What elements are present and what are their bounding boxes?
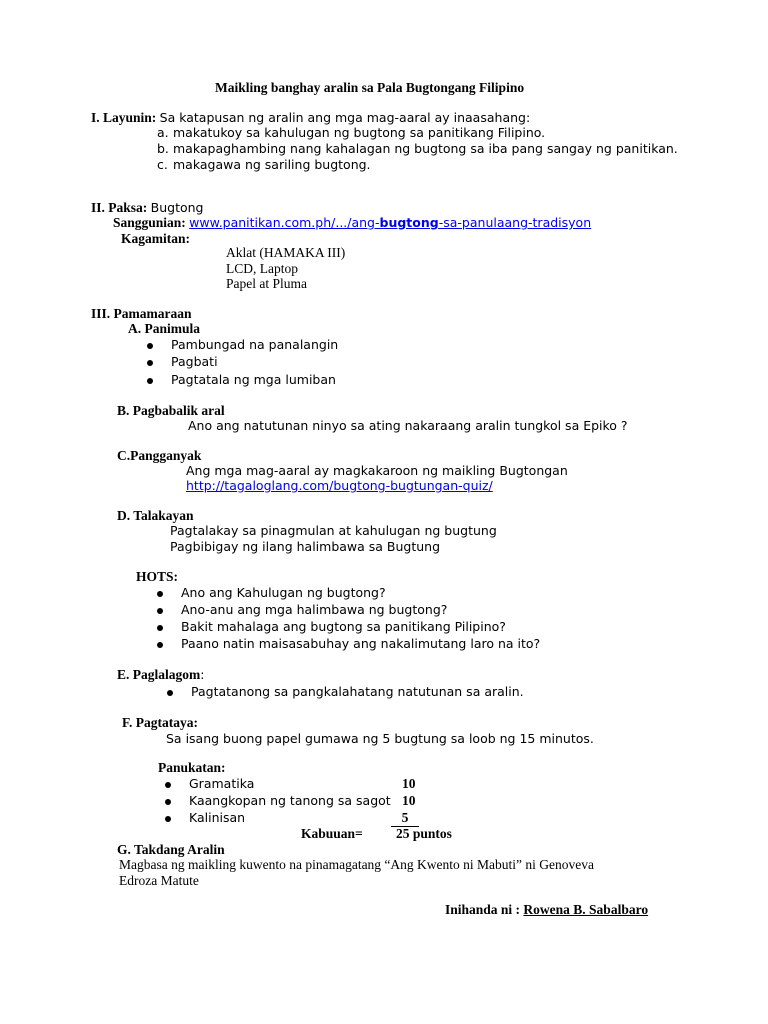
paksa-heading: II. Paksa:: [91, 200, 148, 215]
talakayan-heading: D. Talakayan: [117, 508, 194, 523]
panukatan-item: Gramatika: [189, 776, 255, 791]
pagbabalik-text: Ano ang natutunan ninyo sa ating nakaraang aralin tungkol sa Epiko ?: [188, 418, 628, 433]
panukatan-item: Kaangkopan ng tanong sa sagot: [189, 793, 391, 808]
paglalagom-heading: E. Paglalagom: [117, 667, 201, 682]
list-item: Pagtatala ng mga lumiban: [171, 372, 336, 387]
pagtataya-heading: F. Pagtataya:: [122, 715, 198, 730]
panukatan-points: 10: [402, 793, 416, 808]
takdang-heading: G. Takdang Aralin: [117, 842, 225, 857]
layunin-intro: Sa katapusan ng aralin ang mga mag-aaral ay inaasahang:: [159, 110, 531, 125]
layunin-item: a. makatukoy sa kahulugan ng bugtong sa panitikang Filipino.: [157, 125, 546, 140]
takdang-line: Magbasa ng maikling kuwento na pinamagatang “Ang Kwento ni Mabuti” ni Genoveva: [119, 857, 595, 872]
kabuuan-label: Kabuuan=: [301, 826, 363, 841]
pangganyak-text: Ang mga mag-aaral ay magkakaroon ng maikling Bugtongan: [186, 463, 568, 478]
panukatan-points: 10: [402, 776, 416, 791]
layunin-item: b. makapaghambing nang kahalagan ng bugtong sa iba pang sangay ng panitikan.: [157, 141, 678, 156]
panukatan-item: Kalinisan: [189, 810, 246, 825]
list-item: Ano-anu ang mga halimbawa ng bugtong?: [181, 602, 448, 617]
kabuuan-value: 25 puntos: [396, 826, 452, 841]
pangganyak-link[interactable]: http://tagaloglang.com/bugtong-bugtungan-quiz/: [186, 478, 493, 493]
paksa-line: [91, 200, 203, 216]
list-item: Bakit mahalaga ang bugtong sa panitikang Pilipino?: [181, 619, 506, 634]
list-item: Pagtatanong sa pangkalahatang natutunan sa aralin.: [191, 684, 524, 699]
hots-heading: HOTS:: [136, 569, 179, 584]
list-item: Paano natin maisasabuhay ang nakalimutang laro na ito?: [181, 636, 541, 651]
inihanda-label: Inihanda ni :: [445, 902, 521, 917]
sanggunian-link[interactable]: www.panitikan.com.ph/.../ang-bugtong-sa-panulaang-tradisyon: [189, 215, 592, 230]
layunin-line: [91, 110, 530, 126]
document-title: Maikling banghay aralin sa Pala Bugtongang Filipino: [215, 80, 525, 95]
sanggunian-label: Sanggunian:: [113, 215, 186, 230]
pangganyak-heading: C.Pangganyak: [117, 448, 202, 463]
pagbabalik-heading: B. Pagbabalik aral: [117, 403, 225, 418]
list-item: Pambungad na panalangin: [171, 337, 339, 352]
panukatan-points: 5: [391, 810, 419, 827]
panukatan-heading: Panukatan:: [158, 760, 226, 775]
talakayan-line: Pagtalakay sa pinagmulan at kahulugan ng bugtung: [170, 523, 497, 538]
inihanda-line: [445, 902, 648, 918]
paglalagom-line: E. Paglalagom:: [117, 667, 205, 682]
kagamitan-label: Kagamitan:: [121, 231, 190, 246]
kagamitan-item: Aklat (HAMAKA III): [226, 245, 346, 260]
panimula-heading: A. Panimula: [128, 321, 201, 336]
inihanda-name: Rowena B. Sabalbaro: [523, 902, 649, 917]
layunin-item: c. makagawa ng sariling bugtong.: [157, 157, 371, 172]
kagamitan-item: Papel at Pluma: [226, 276, 307, 291]
talakayan-line: Pagbibigay ng ilang halimbawa sa Bugtung: [170, 539, 441, 554]
layunin-heading: I. Layunin:: [91, 110, 157, 125]
list-item: Pagbati: [171, 354, 218, 369]
list-item: Ano ang Kahulugan ng bugtong?: [181, 585, 386, 600]
takdang-line: Edroza Matute: [119, 873, 199, 888]
sanggunian-line: [113, 215, 591, 231]
pamamaraan-heading: III. Pamamaraan: [91, 306, 192, 321]
pagtataya-text: Sa isang buong papel gumawa ng 5 bugtung sa loob ng 15 minutos.: [166, 731, 594, 746]
paksa-value: Bugtong: [150, 200, 204, 215]
kagamitan-item: LCD, Laptop: [226, 261, 298, 276]
